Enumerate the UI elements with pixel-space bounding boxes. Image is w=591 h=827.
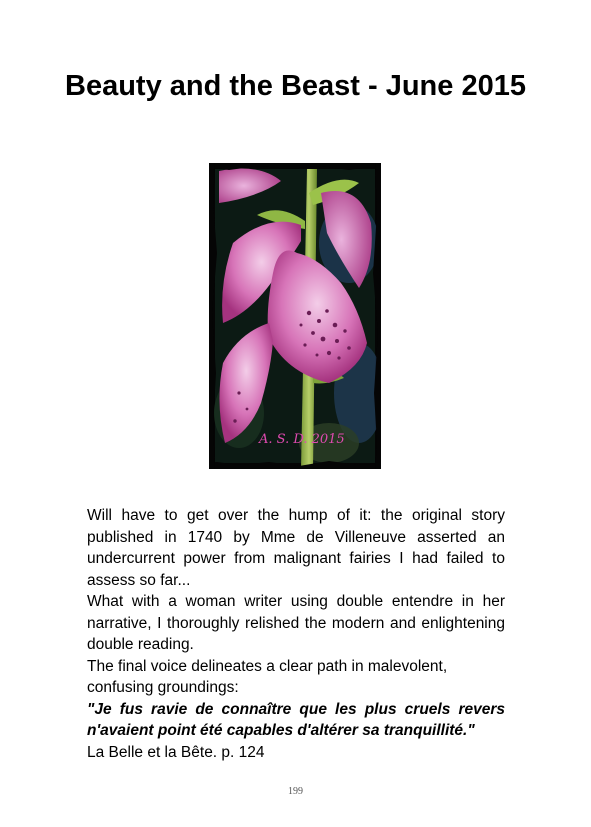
paragraph-3: The final voice delineates a clear path in malevolent, confusing groundings:	[87, 657, 448, 696]
paragraph-1: Will have to get over the hump of it: the original story published in 1740 by Mme de Villeneuve asserted an undercurrent power from malignant fairies I had failed to assess so far...	[87, 507, 505, 589]
citation: La Belle et la Bête. p. 124	[87, 743, 265, 761]
paragraph-2: What with a woman writer using double entendre in her narrative, I thoroughly relished the modern and enlightening double reading.	[87, 593, 505, 653]
french-quote: "Je fus ravie de connaître que les plus cruels revers n'avaient point été capables d'altérer sa tranquillité."	[87, 700, 505, 739]
body-text	[87, 505, 505, 763]
page-title: Beauty and the Beast - June 2015	[65, 70, 526, 102]
foxglove-photo	[209, 163, 381, 469]
photo-signature: A. S. D. 2015	[259, 432, 345, 447]
page-number: 199	[288, 786, 303, 797]
